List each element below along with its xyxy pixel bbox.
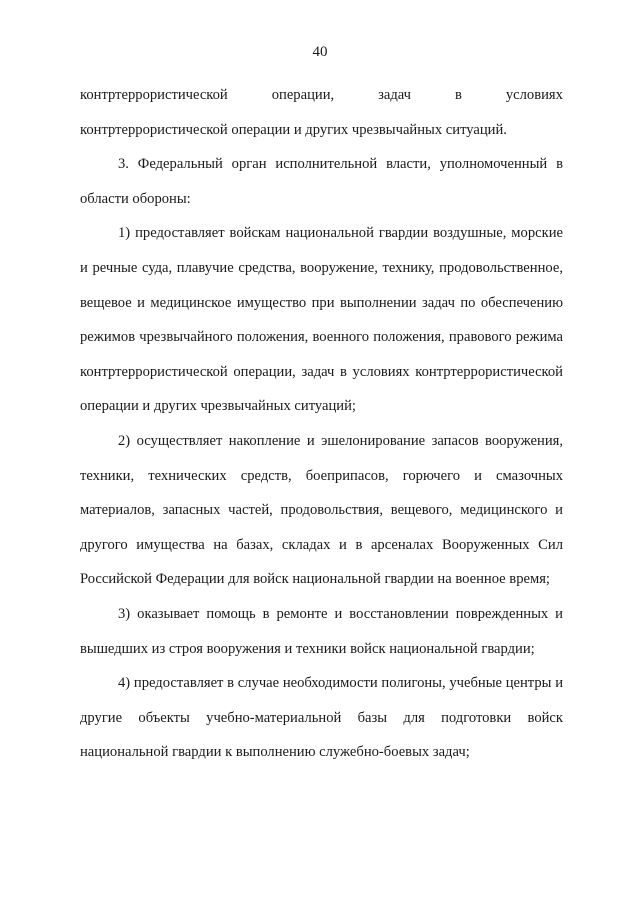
item-3-paragraph: 3) оказывает помощь в ремонте и восстановлении поврежденных и вышедших из строя вооружения и техники войск национальной гвардии;: [80, 605, 563, 657]
item-1-paragraph: 1) предоставляет войскам национальной гвардии воздушные, морские и речные суда, плавучие средства, вооружение, технику, продовольственное, вещевое и медицинское имущество при выполнении задач по обеспечению режимов чрезвычайного положения, военного положения, правового режима контртеррористической операции, задач в условиях контртеррористической операции и других чрезвычайных ситуаций;: [80, 225, 563, 415]
first-line-word: контртеррористической: [80, 87, 228, 103]
continuation-first-line: [80, 78, 563, 113]
page-number: 40: [312, 44, 328, 60]
document-body: [80, 78, 563, 770]
first-line-word: условиях: [505, 87, 563, 103]
first-line-word: задач: [378, 87, 412, 103]
section-3-paragraph: 3. Федеральный орган исполнительной власти, уполномоченный в области обороны:: [80, 156, 563, 207]
first-line-word: в: [455, 87, 462, 103]
item-2-paragraph: 2) осуществляет накопление и эшелонирование запасов вооружения, техники, технических средств, боеприпасов, горючего и смазочных материалов, запасных частей, продовольствия, вещевого, медицинского и другого имущества на базах, складах и в арсеналах Вооруженных Сил Российской Федерации для войск национальной гвардии на военное время;: [80, 432, 563, 588]
item-4-paragraph: 4) предоставляет в случае необходимости полигоны, учебные центры и другие объекты учебно-материальной базы для подготовки войск национальной гвардии к выполнению служебно-боевых задач;: [80, 675, 563, 761]
first-line-word: операции,: [271, 87, 335, 103]
continuation-paragraph: контртеррористической операции и других чрезвычайных ситуаций.: [80, 121, 507, 138]
